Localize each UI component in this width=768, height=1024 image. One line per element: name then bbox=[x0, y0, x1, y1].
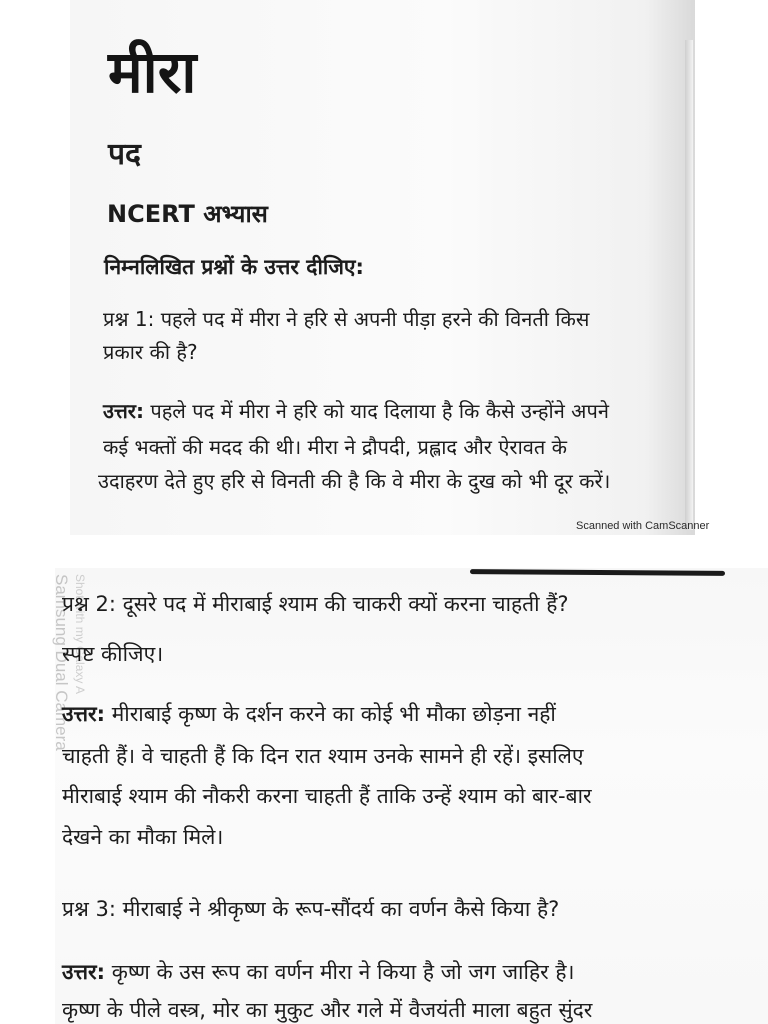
answer-1-line-1 bbox=[103, 397, 609, 424]
exercise-heading: NCERT अभ्यास bbox=[107, 200, 268, 228]
answer-2-label: उत्तर: bbox=[62, 702, 106, 726]
answer-3-label: उत्तर: bbox=[62, 960, 106, 984]
answer-2-line-3: मीराबाई श्याम की नौकरी करना चाहती हैं ताकि उन्हें श्याम को बार-बार bbox=[62, 784, 592, 808]
question-3-line-1: प्रश्न 3: मीराबाई ने श्रीकृष्ण के रूप-सौंदर्य का वर्णन कैसे किया है? bbox=[62, 897, 560, 921]
answer-1-text-1: पहले पद में मीरा ने हरि को याद दिलाया है कि कैसे उन्होंने अपने bbox=[150, 399, 609, 423]
chapter-title: मीरा bbox=[108, 38, 197, 106]
scanner-watermark: Scanned with CamScanner bbox=[576, 520, 710, 532]
question-1-line-1: प्रश्न 1: पहले पद में मीरा ने हरि से अपनी पीड़ा हरने की विनती किस bbox=[103, 307, 590, 331]
answer-1-line-3: उदाहरण देते हुए हरि से विनती की है कि वे मीरा के दुख को भी दूर करें। bbox=[98, 469, 611, 493]
question-1-line-2: प्रकार की है? bbox=[103, 340, 198, 364]
question-2-line-2: स्पष्ट कीजिए। bbox=[62, 642, 164, 666]
page-edge-shadow bbox=[685, 40, 693, 530]
page-gap bbox=[0, 535, 768, 570]
question-2-line-1: प्रश्न 2: दूसरे पद में मीराबाई श्याम की चाकरी क्यों करना चाहती हैं? bbox=[62, 592, 569, 616]
answer-2-text-1: मीराबाई कृष्ण के दर्शन करने का कोई भी मौका छोड़ना नहीं bbox=[111, 702, 556, 726]
watermark-line-2: Shot with my Galaxy A bbox=[73, 574, 87, 695]
answer-3-line-1 bbox=[62, 958, 574, 986]
answer-2-line-4: देखने का मौका मिले। bbox=[62, 825, 224, 849]
answer-2-line-2: चाहती हैं। वे चाहती हैं कि दिन रात श्याम उनके सामने ही रहें। इसलिए bbox=[62, 744, 584, 768]
section-title: पद bbox=[108, 137, 141, 172]
answer-3-line-2: कृष्ण के पीले वस्त्र, मोर का मुकुट और गले में वैजयंती माला बहुत सुंदर bbox=[62, 998, 593, 1022]
answer-2-line-1 bbox=[62, 700, 556, 728]
instruction: निम्नलिखित प्रश्नों के उत्तर दीजिए: bbox=[104, 255, 364, 279]
answer-3-text-1: कृष्ण के उस रूप का वर्णन मीरा ने किया है जो जग जाहिर है। bbox=[111, 960, 575, 984]
watermark-line-1: Samsung Dual Camera bbox=[52, 574, 71, 751]
answer-1-line-2: कई भक्तों की मदद की थी। मीरा ने द्रौपदी, प्रह्लाद और ऐरावत के bbox=[103, 435, 568, 459]
answer-1-label: उत्तर: bbox=[103, 399, 144, 423]
